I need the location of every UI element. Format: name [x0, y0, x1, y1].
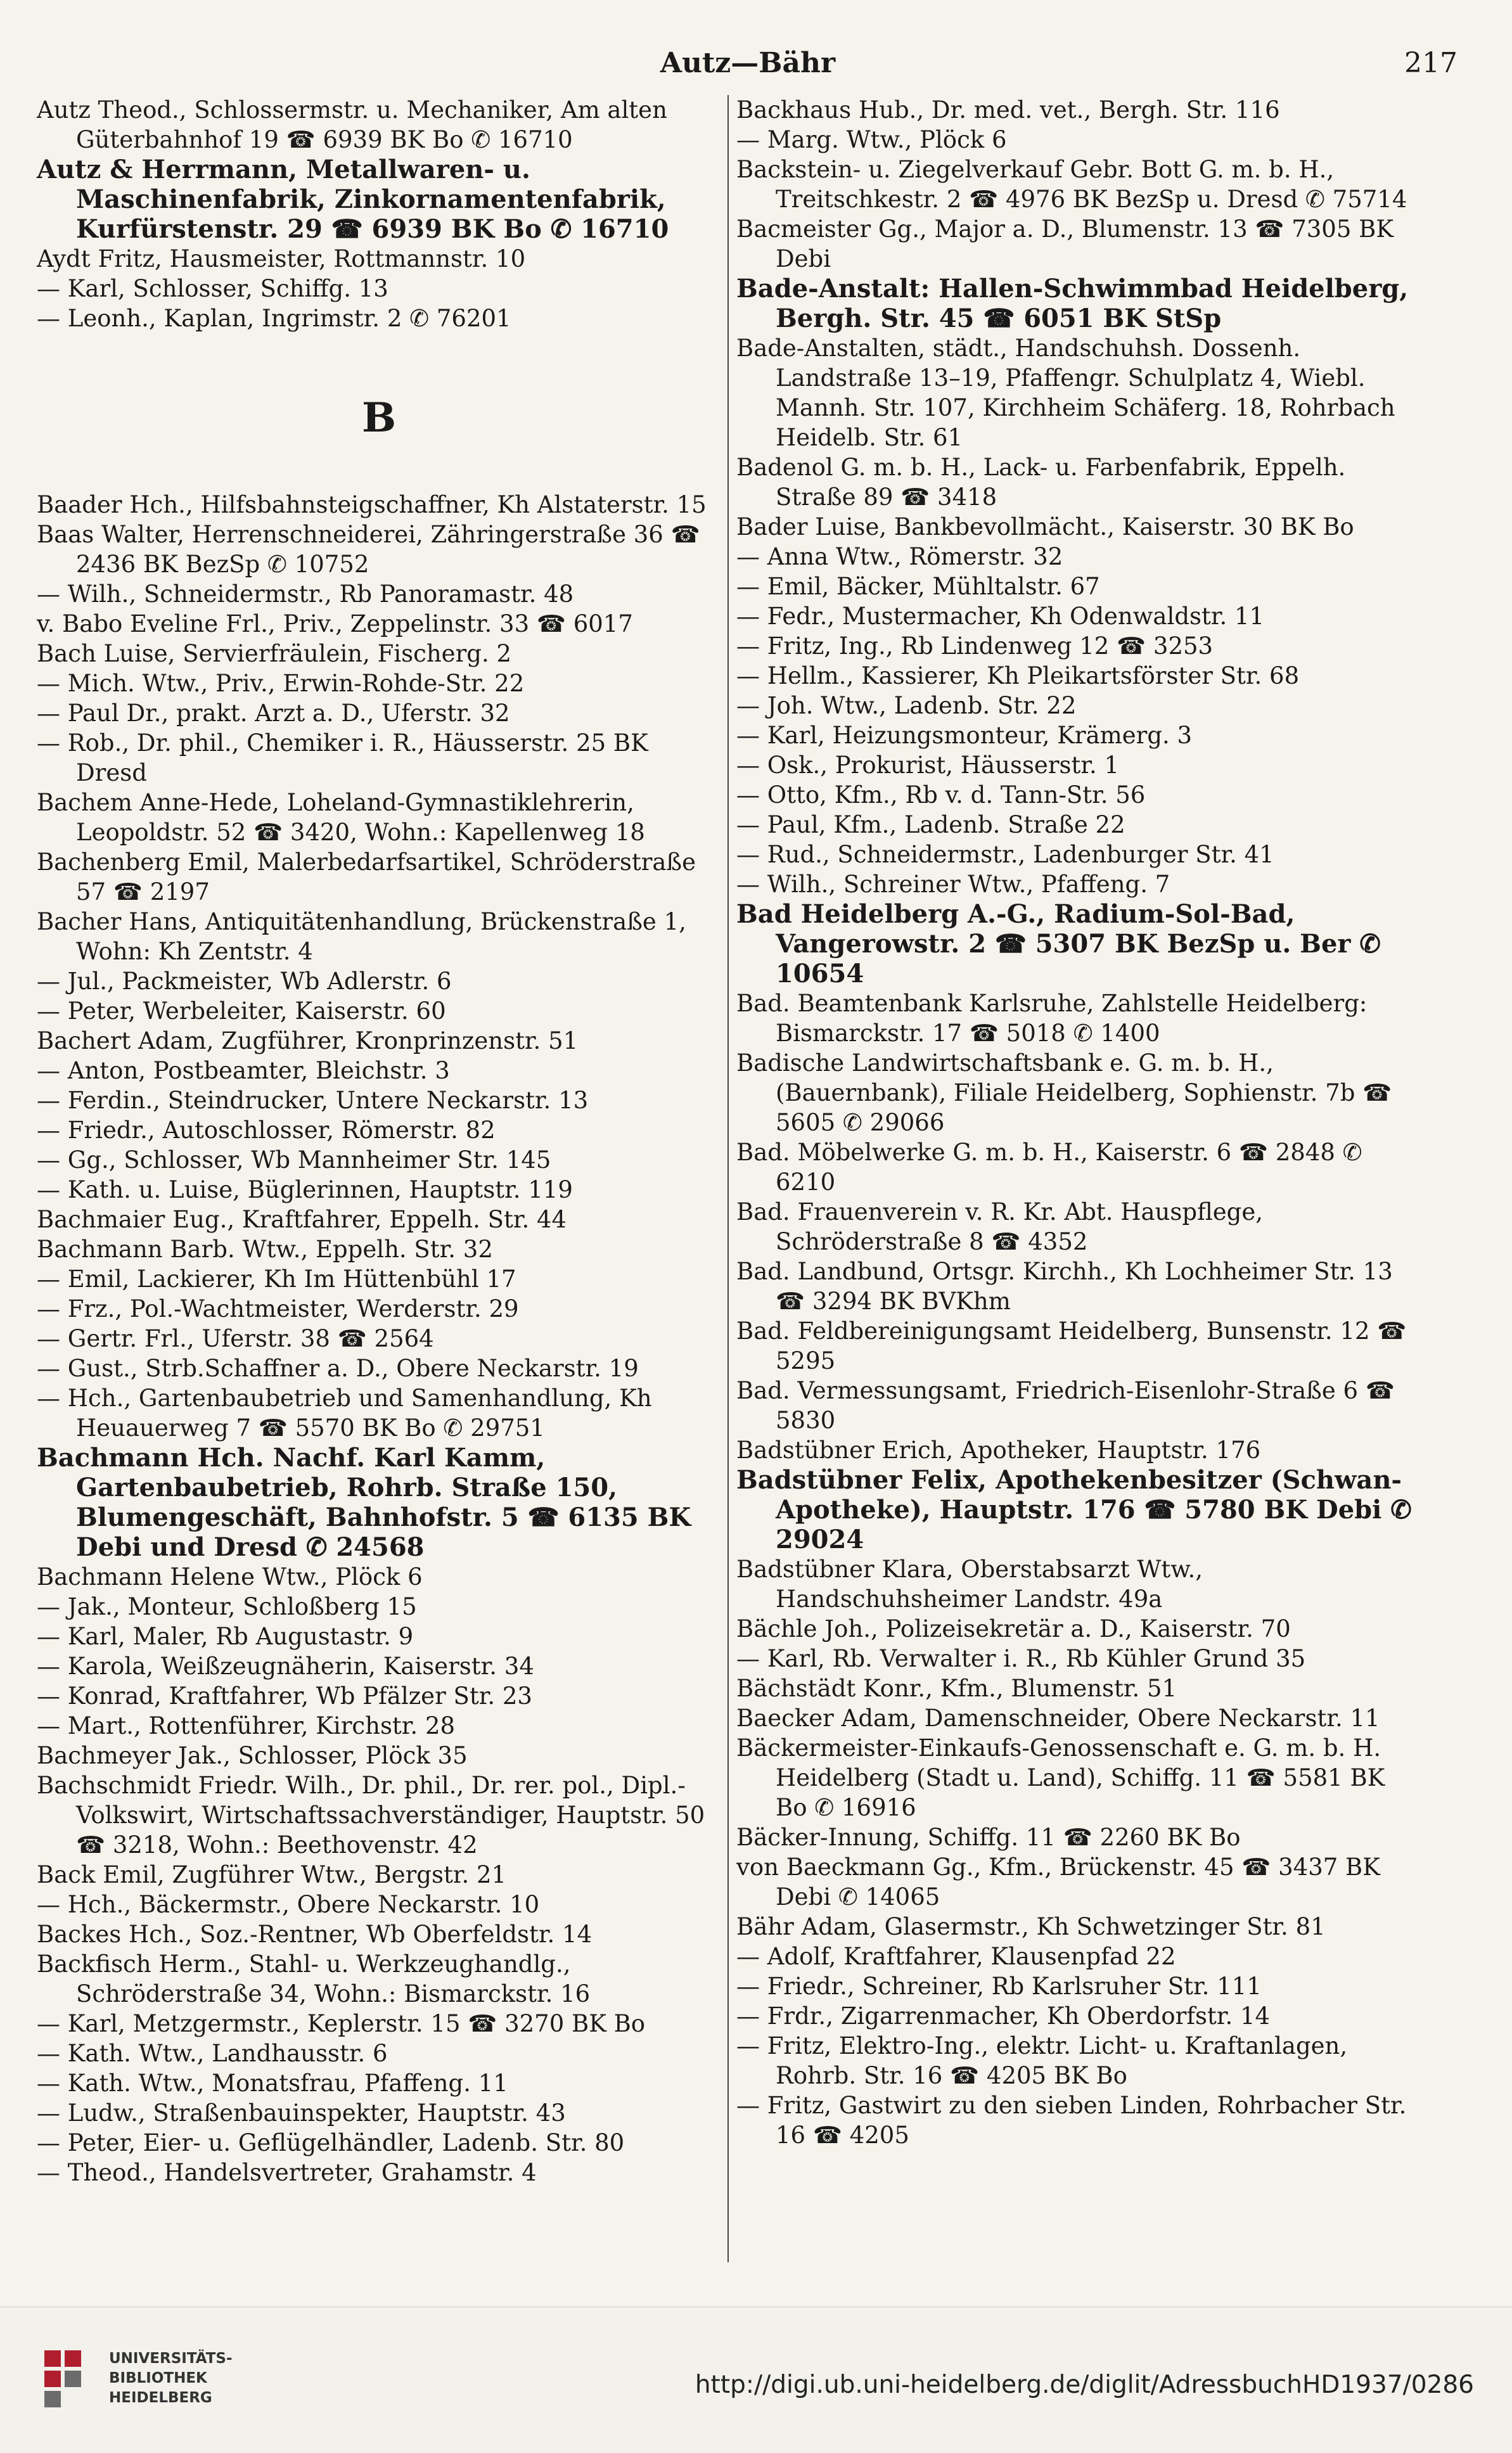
directory-entry: Badstübner Klara, Oberstabsarzt Wtw., Handschuhsheimer Landstr. 49a [736, 1556, 1203, 1613]
directory-entry: — Gertr. Frl., Uferstr. 38 ☎ 2564 [37, 1325, 434, 1352]
directory-entry: Bachmann Hch. Nachf. Karl Kamm, Gartenbaubetrieb, Rohrb. Straße 150, Blumengeschäft, Bahnhofstr. 5 ☎ 6135 BK Debi und Dresd ✆ 24568 [37, 1443, 691, 1562]
page-footer [0, 2307, 1512, 2453]
directory-entry: Aydt Fritz, Hausmeister, Rottmannstr. 10 [37, 245, 526, 272]
library-emblem-icon [39, 2345, 100, 2415]
directory-entry: Badstübner Felix, Apothekenbesitzer (Schwan-Apotheke), Hauptstr. 176 ☎ 5780 BK Debi ✆ 29024 [736, 1465, 1412, 1554]
directory-entry: — Osk., Prokurist, Häusserstr. 1 [736, 752, 1120, 779]
directory-entry: Bachmann Helene Wtw., Plöck 6 [37, 1563, 423, 1591]
directory-entry: — Konrad, Kraftfahrer, Wb Pfälzer Str. 23 [37, 1682, 532, 1710]
library-name-line: BIBLIOTHEK [109, 2370, 207, 2386]
directory-entry: Bad. Feldbereinigungsamt Heidelberg, Bunsenstr. 12 ☎ 5295 [736, 1317, 1407, 1374]
directory-entry: — Jak., Monteur, Schloßberg 15 [37, 1593, 417, 1620]
library-name [109, 2349, 233, 2408]
directory-entry: Bähr Adam, Glasermstr., Kh Schwetzinger Str. 81 [736, 1913, 1326, 1940]
directory-entry: — Gg., Schlosser, Wb Mannheimer Str. 145 [37, 1146, 551, 1174]
directory-entry: — Hch., Gartenbaubetrieb und Samenhandlung, Kh Heuauerweg 7 ☎ 5570 BK Bo ✆ 29751 [37, 1385, 652, 1442]
directory-entry: — Frz., Pol.-Wachtmeister, Werderstr. 29 [37, 1295, 519, 1323]
source-url[interactable]: http://digi.ub.uni-heidelberg.de/diglit/AdressbuchHD1937/0286 [695, 2371, 1474, 2399]
directory-entry: — Paul Dr., prakt. Arzt a. D., Uferstr. 32 [37, 700, 510, 727]
directory-entry: Bader Luise, Bankbevollmächt., Kaiserstr. 30 BK Bo [736, 513, 1354, 541]
directory-entry: Bäcker-Innung, Schiffg. 11 ☎ 2260 BK Bo [736, 1824, 1241, 1851]
directory-entry: v. Babo Eveline Frl., Priv., Zeppelinstr. 33 ☎ 6017 [37, 610, 633, 637]
directory-entry: — Friedr., Autoschlosser, Römerstr. 82 [37, 1117, 496, 1144]
column-divider [727, 95, 729, 2262]
directory-entry: — Hellm., Kassierer, Kh Pleikartsförster Str. 68 [736, 662, 1300, 689]
directory-entry: — Karl, Rb. Verwalter i. R., Rb Kühler Grund 35 [736, 1645, 1306, 1672]
directory-entry: Bad. Beamtenbank Karlsruhe, Zahlstelle Heidelberg: Bismarckstr. 17 ☎ 5018 ✆ 1400 [736, 990, 1368, 1047]
directory-entry: — Rob., Dr. phil., Chemiker i. R., Häusserstr. 25 BK Dresd [37, 729, 648, 786]
directory-entry: Baas Walter, Herrenschneiderei, Zähringerstraße 36 ☎ 2436 BK BezSp ✆ 10752 [37, 521, 700, 578]
directory-entry: Backes Hch., Soz.-Rentner, Wb Oberfeldstr. 14 [37, 1921, 593, 1948]
running-title: Autz—Bähr [660, 47, 836, 79]
library-logo [39, 2345, 242, 2421]
directory-entry: — Hch., Bäckermstr., Obere Neckarstr. 10 [37, 1891, 540, 1918]
directory-entry: Bad Heidelberg A.-G., Radium-Sol-Bad, Vangerowstr. 2 ☎ 5307 BK BezSp u. Ber ✆ 10654 [736, 899, 1381, 989]
directory-entry: Backstein- u. Ziegelverkauf Gebr. Bott G. m. b. H., Treitschkestr. 2 ☎ 4976 BK BezSp u. Dresd ✆ 75714 [736, 156, 1407, 213]
directory-entry: — Gust., Strb.Schaffner a. D., Obere Neckarstr. 19 [37, 1355, 639, 1382]
directory-entry: — Karl, Maler, Rb Augustastr. 9 [37, 1623, 414, 1650]
directory-entry: — Emil, Bäcker, Mühltalstr. 67 [736, 573, 1100, 600]
directory-entry: Bächle Joh., Polizeisekretär a. D., Kaiserstr. 70 [736, 1615, 1291, 1643]
directory-entry: — Rud., Schneidermstr., Ladenburger Str. 41 [736, 841, 1274, 868]
directory-entry: Bade-Anstalten, städt., Handschuhsh. Dossenh. Landstraße 13–19, Pfaffengr. Schulplatz 4, Wiebl. Mannh. Str. 107, Kirchheim Schäferg. 18, Rohrbach Heidelb. Str. 61 [736, 335, 1395, 451]
directory-entry: — Otto, Kfm., Rb v. d. Tann-Str. 56 [736, 781, 1146, 809]
right-column [736, 95, 1421, 2150]
section-letter: B [361, 394, 397, 442]
directory-entry: Bade-Anstalt: Hallen-Schwimmbad Heidelberg, Bergh. Str. 45 ☎ 6051 BK StSp [736, 274, 1409, 333]
directory-entry: Bachschmidt Friedr. Wilh., Dr. phil., Dr. rer. pol., Dipl.-Volkswirt, Wirtschaftssachverständiger, Hauptstr. 50 ☎ 3218, Wohn.: Beethovenstr. 42 [37, 1772, 705, 1859]
directory-entry: Backhaus Hub., Dr. med. vet., Bergh. Str. 116 [736, 96, 1280, 124]
directory-entry: Bachenberg Emil, Malerbedarfsartikel, Schröderstraße 57 ☎ 2197 [37, 849, 696, 906]
directory-entry: Bachert Adam, Zugführer, Kronprinzenstr. 51 [37, 1027, 579, 1054]
directory-entry: Bachmeyer Jak., Schlosser, Plöck 35 [37, 1742, 468, 1769]
directory-entry: Bachem Anne-Hede, Loheland-Gymnastiklehrerin, Leopoldstr. 52 ☎ 3420, Wohn.: Kapellenweg 18 [37, 789, 645, 846]
directory-entry: Back Emil, Zugführer Wtw., Bergstr. 21 [37, 1861, 507, 1888]
library-name-line: UNIVERSITÄTS- [109, 2350, 233, 2367]
directory-entry: — Kath. Wtw., Monatsfrau, Pfaffeng. 11 [37, 2070, 508, 2097]
directory-entry: — Frdr., Zigarrenmacher, Kh Oberdorfstr. 14 [736, 2002, 1271, 2030]
directory-entry: Bach Luise, Servierfräulein, Fischerg. 2 [37, 640, 512, 667]
directory-entry: — Fritz, Ing., Rb Lindenweg 12 ☎ 3253 [736, 632, 1214, 660]
directory-entry: von Baeckmann Gg., Kfm., Brückenstr. 45 ☎ 3437 BK Debi ✆ 14065 [736, 1854, 1380, 1911]
directory-entry: Baecker Adam, Damenschneider, Obere Neckarstr. 11 [736, 1705, 1380, 1732]
directory-entry: Bacmeister Gg., Major a. D., Blumenstr. 13 ☎ 7305 BK Debi [736, 215, 1393, 272]
directory-entry: Backfisch Herm., Stahl- u. Werkzeughandlg., Schröderstraße 34, Wohn.: Bismarckstr. 16 [37, 1950, 591, 2008]
directory-entry: — Fritz, Gastwirt zu den sieben Linden, Rohrbacher Str. 16 ☎ 4205 [736, 2092, 1407, 2149]
directory-entry: — Karl, Heizungsmonteur, Krämerg. 3 [736, 722, 1193, 749]
directory-entry: — Leonh., Kaplan, Ingrimstr. 2 ✆ 76201 [37, 305, 511, 332]
directory-entry: Bad. Vermessungsamt, Friedrich-Eisenlohr-Straße 6 ☎ 5830 [736, 1377, 1395, 1434]
directory-entry: Autz Theod., Schlossermstr. u. Mechaniker, Am alten Güterbahnhof 19 ☎ 6939 BK Bo ✆ 16710 [37, 96, 667, 153]
directory-entry: — Kath. u. Luise, Büglerinnen, Hauptstr. 119 [37, 1176, 573, 1203]
page-header [38, 42, 1458, 86]
directory-entry: Bacher Hans, Antiquitätenhandlung, Brückenstraße 1, Wohn: Kh Zentstr. 4 [37, 908, 686, 965]
directory-entry: Bachmaier Eug., Kraftfahrer, Eppelh. Str. 44 [37, 1206, 567, 1233]
directory-entry: Badstübner Erich, Apotheker, Hauptstr. 176 [736, 1437, 1261, 1464]
left-column [37, 95, 721, 2187]
directory-entry: Bachmann Barb. Wtw., Eppelh. Str. 32 [37, 1236, 493, 1263]
directory-entry: — Karl, Schlosser, Schiffg. 13 [37, 275, 388, 302]
directory-entry: — Mich. Wtw., Priv., Erwin-Rohde-Str. 22 [37, 670, 525, 697]
directory-entry: Bad. Frauenverein v. R. Kr. Abt. Hauspflege, Schröderstraße 8 ☎ 4352 [736, 1198, 1263, 1255]
directory-entry: Bächstädt Konr., Kfm., Blumenstr. 51 [736, 1675, 1177, 1702]
directory-entry: Baader Hch., Hilfsbahnsteigschaffner, Kh Alstaterstr. 15 [37, 491, 707, 518]
directory-entry: Autz & Herrmann, Metallwaren- u. Maschinenfabrik, Zinkornamentenfabrik, Kurfürstenstr. 29 ☎ 6939 BK Bo ✆ 16710 [37, 155, 669, 244]
directory-entry: — Adolf, Kraftfahrer, Klausenpfad 22 [736, 1943, 1176, 1970]
directory-entry: Badische Landwirtschaftsbank e. G. m. b. H., (Bauernbank), Filiale Heidelberg, Sophienstr. 7b ☎ 5605 ✆ 29066 [736, 1049, 1392, 1136]
directory-entry: — Paul, Kfm., Ladenb. Straße 22 [736, 811, 1125, 838]
directory-entry: Badenol G. m. b. H., Lack- u. Farbenfabrik, Eppelh. Straße 89 ☎ 3418 [736, 454, 1346, 511]
directory-entry: — Mart., Rottenführer, Kirchstr. 28 [37, 1712, 456, 1739]
page-number: 217 [1404, 47, 1458, 79]
directory-entry: — Karl, Metzgermstr., Keplerstr. 15 ☎ 3270 BK Bo [37, 2010, 646, 2037]
directory-entry: — Ludw., Straßenbauinspekter, Hauptstr. 43 [37, 2099, 566, 2127]
directory-entry: — Ferdin., Steindrucker, Untere Neckarstr. 13 [37, 1087, 589, 1114]
directory-entry: — Wilh., Schneidermstr., Rb Panoramastr. 48 [37, 580, 574, 608]
directory-entry: — Anna Wtw., Römerstr. 32 [736, 543, 1063, 570]
directory-entry: — Fedr., Mustermacher, Kh Odenwaldstr. 11 [736, 603, 1265, 630]
directory-entry: — Emil, Lackierer, Kh Im Hüttenbühl 17 [37, 1265, 516, 1293]
directory-entry: — Joh. Wtw., Ladenb. Str. 22 [736, 692, 1077, 719]
directory-entry: — Marg. Wtw., Plöck 6 [736, 126, 1007, 153]
directory-entry: — Karola, Weißzeugnäherin, Kaiserstr. 34 [37, 1653, 534, 1680]
directory-entry: — Wilh., Schreiner Wtw., Pfaffeng. 7 [736, 871, 1170, 898]
directory-entry: — Jul., Packmeister, Wb Adlerstr. 6 [37, 968, 452, 995]
directory-entry: — Kath. Wtw., Landhausstr. 6 [37, 2040, 388, 2067]
directory-entry: — Friedr., Schreiner, Rb Karlsruher Str. 111 [736, 1973, 1262, 2000]
directory-entry: — Peter, Eier- u. Geflügelhändler, Ladenb. Str. 80 [37, 2129, 625, 2156]
directory-entry: — Theod., Handelsvertreter, Grahamstr. 4 [37, 2159, 537, 2186]
library-name-line: HEIDELBERG [109, 2390, 212, 2406]
directory-entry: — Fritz, Elektro-Ing., elektr. Licht- u. Kraftanlagen, Rohrb. Str. 16 ☎ 4205 BK Bo [736, 2032, 1348, 2089]
directory-entry: Bad. Landbund, Ortsgr. Kirchh., Kh Lochheimer Str. 13 ☎ 3294 BK BVKhm [736, 1258, 1393, 1315]
directory-entry: Bad. Möbelwerke G. m. b. H., Kaiserstr. 6 ☎ 2848 ✆ 6210 [736, 1139, 1362, 1196]
directory-entry: — Peter, Werbeleiter, Kaiserstr. 60 [37, 997, 446, 1025]
directory-entry: — Anton, Postbeamter, Bleichstr. 3 [37, 1057, 450, 1084]
directory-entry: Bäckermeister-Einkaufs-Genossenschaft e. G. m. b. H. Heidelberg (Stadt u. Land), Schiffg. 11 ☎ 5581 BK Bo ✆ 16916 [736, 1734, 1385, 1821]
